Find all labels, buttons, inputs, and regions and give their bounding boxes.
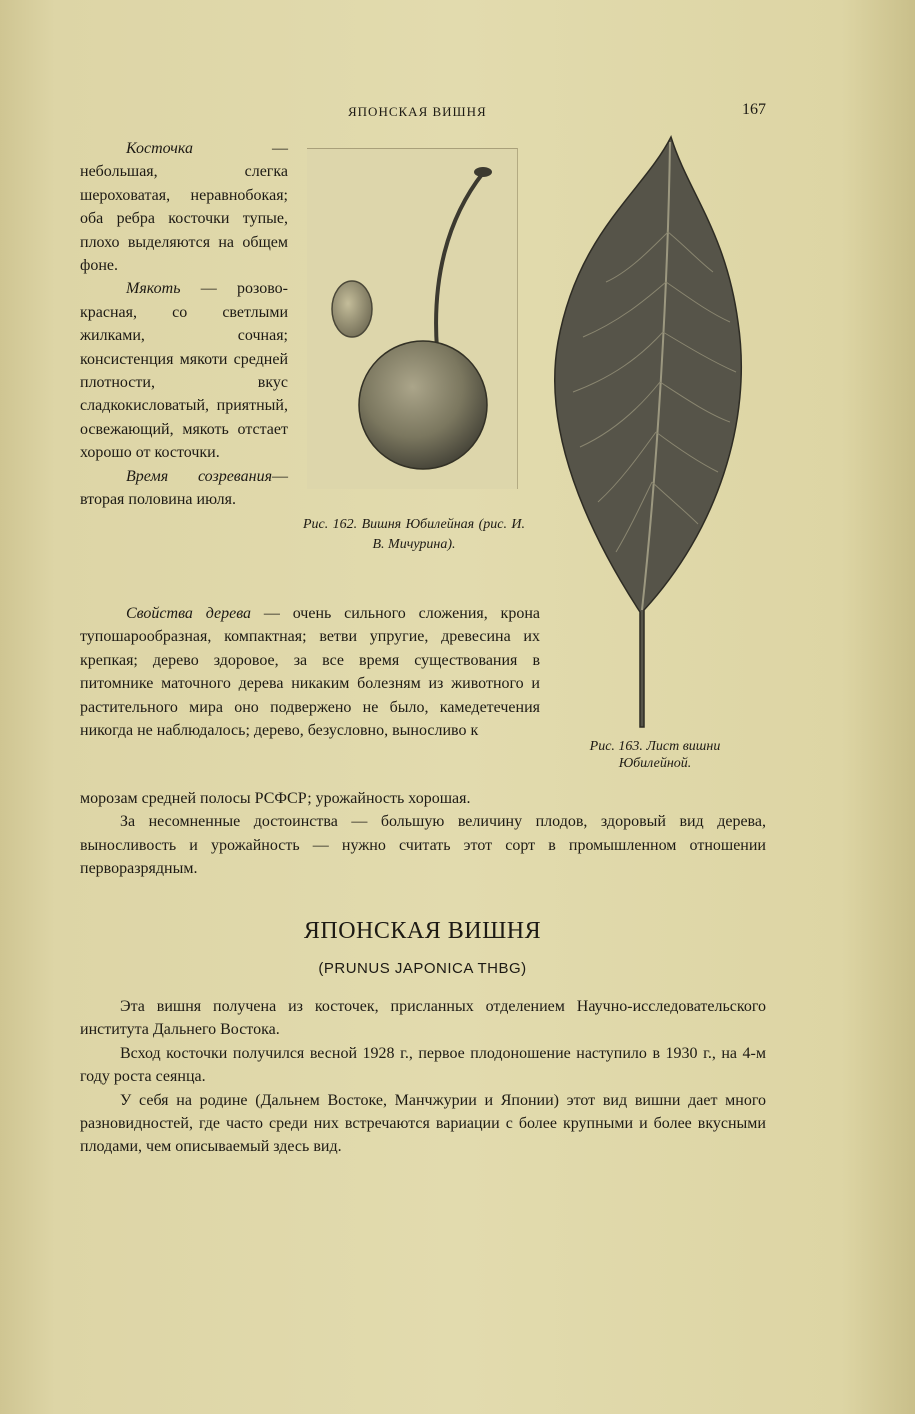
label-ripening: Время созревания [126, 467, 272, 485]
figure-162-caption: Рис. 162. Вишня Юбилейная (рис. И. В. Мичурина). [303, 517, 525, 552]
page-number: 167 [742, 101, 766, 118]
leaf-illustration [548, 132, 748, 732]
section-paragraph-2: Всход косточки получился весной 1928 г., первое плодоношение наступило в 1930 г., на 4-м году роста сеянца. [80, 1044, 766, 1086]
paragraph-ripening [80, 465, 288, 512]
section-subtitle: (PRUNUS JAPONICA THBG) [318, 960, 527, 977]
paragraph-flesh [80, 277, 288, 464]
full-column [80, 787, 766, 881]
paragraph-tree-properties [80, 602, 540, 742]
narrow-column [80, 137, 288, 512]
section-paragraph-1: Эта вишня получена из косточек, присланных отделением Научно-исследовательского института Дальнего Востока. [80, 998, 766, 1039]
figure-162-cherry [307, 148, 518, 489]
text-ripening: —вторая половина июля. [80, 467, 288, 509]
text-tree-properties: — очень сильного сложения, крона тупошарообразная, компактная; ветви упругие, древесина их крепкая; дерево здоровое, за все время существования в питомнике маточного дерева никаким болезням из животного и растительного мира оно подвержено не было, камедетечения никогда не наблюдалось; дерево, безусловно, выносливо к [80, 605, 540, 740]
cherry-illustration [307, 149, 517, 489]
paragraph-tree-properties-end: морозам средней полосы РСФСР; урожайность хорошая. [80, 790, 471, 807]
mid-column [80, 602, 540, 742]
running-title: ЯПОНСКАЯ ВИШНЯ [348, 104, 487, 119]
section-body [80, 995, 766, 1159]
label-flesh: Мякоть [126, 280, 181, 298]
label-tree-properties: Свойства дерева [126, 605, 252, 622]
text-stone: — небольшая, слегка шероховатая, неравнобокая; оба ребра косточки тупые, плохо выделяются на общем фоне. [80, 140, 288, 275]
text-flesh: — розово-красная, со светлыми жилками, сочная; консистенция мякоти средней плотности, вкус сладкокисловатый, приятный, освежающий, мякоть отстает хорошо от косточки. [80, 280, 288, 462]
paragraph-conclusion: За несомненные достоинства — большую величину плодов, здоровый вид дерева, выносливость и урожайность — нужно считать этот сорт в промышленном отношении перворазрядным. [80, 813, 766, 878]
section-title: ЯПОНСКАЯ ВИШНЯ [303, 918, 542, 944]
paragraph-stone [80, 137, 288, 277]
section-paragraph-3: У себя на родине (Дальнем Востоке, Манчжурии и Японии) этот вид вишни дает много разновидностей, где часто среди них встречаются вариации с более крупными и более вкусными плодами, чем описываемый здесь вид. [80, 1091, 766, 1156]
label-stone: Косточка [126, 140, 193, 157]
figure-163-caption: Рис. 163. Лист вишни Юбилейной. [589, 739, 721, 771]
page-header [0, 101, 915, 124]
figure-163-leaf [548, 132, 748, 732]
